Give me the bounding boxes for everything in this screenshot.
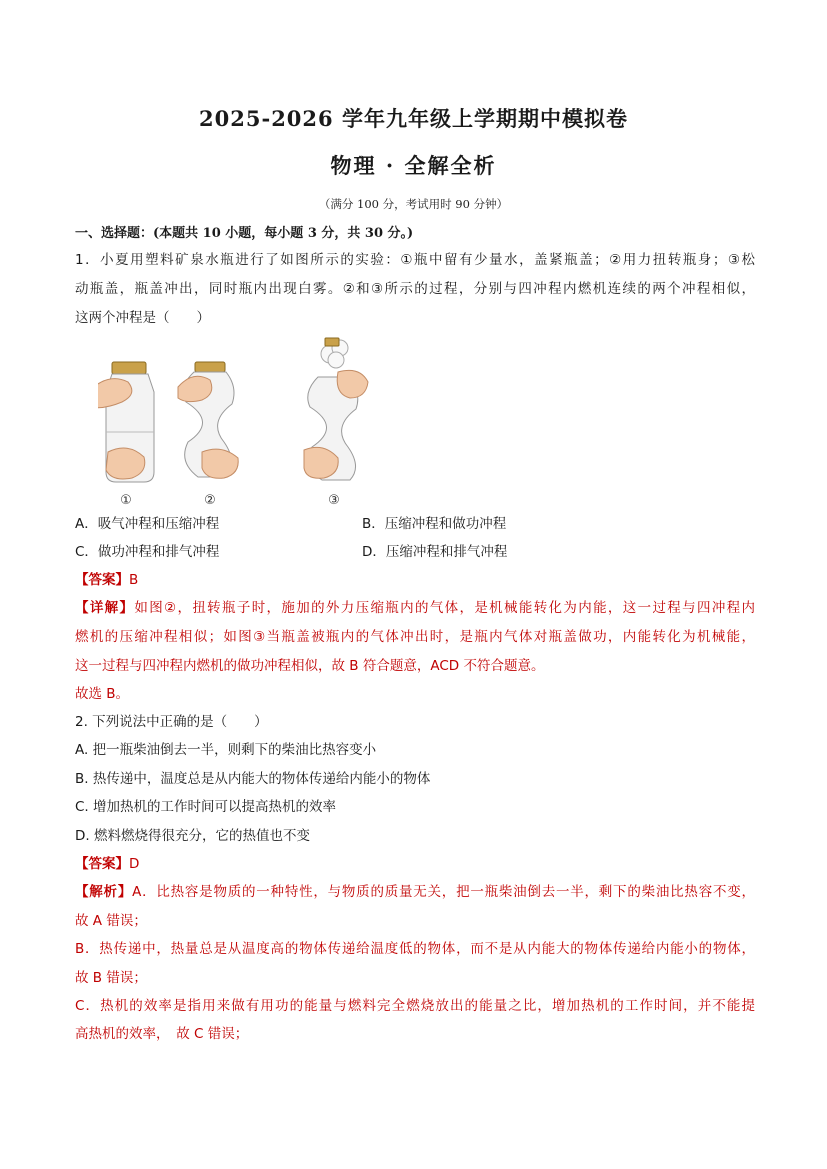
q1-answer: B xyxy=(129,572,139,588)
q2-analysis-text-1: A．比热容是物质的一种特性，与物质的质量无关，把一瓶柴油倒去一半，剩下的柴油比热容不变， xyxy=(132,884,756,900)
figure-label-2: ② xyxy=(204,493,216,508)
q1-conclusion: 故选 B。 xyxy=(75,686,130,702)
detail-tag: 【详解】 xyxy=(75,600,135,616)
answer-tag: 【答案】 xyxy=(75,572,129,588)
q2-option-a: A. 把一瓶柴油倒去一半，则剩下的柴油比热容变小 xyxy=(75,742,377,758)
q1-detail-line-2: 燃机的压缩冲程相似；如图③当瓶盖被瓶内的气体冲出时，是瓶内气体对瓶盖做功，内能转化为机械能， xyxy=(75,629,755,645)
analysis-tag: 【解析】 xyxy=(75,884,133,900)
q1-answer-line xyxy=(75,570,755,590)
figure-label-1: ① xyxy=(120,493,132,508)
q1-detail-text-1: 如图②，扭转瓶子时，施加的外力压缩瓶内的气体，是机械能转化为内能，这一过程与四冲程内 xyxy=(134,600,755,616)
q1-stem-line-1: 1．小夏用塑料矿泉水瓶进行了如图所示的实验：①瓶中留有少量水，盖紧瓶盖；②用力扭转瓶身；③松 xyxy=(75,252,755,268)
section-heading: 一、选择题：(本题共 10 小题，每小题 3 分，共 30 分。) xyxy=(75,226,414,241)
q2-stem: 2. 下列说法中正确的是（ ） xyxy=(75,714,268,730)
q2-analysis-line-1 xyxy=(75,882,755,902)
q1-detail-line-3: 这一过程与四冲程内燃机的做功冲程相似，故 B 符合题意，ACD 不符合题意。 xyxy=(75,658,545,674)
q1-detail-line-1 xyxy=(75,598,755,618)
q2-answer: D xyxy=(129,856,140,872)
answer-tag: 【答案】 xyxy=(75,856,129,872)
q2-analysis-line-4: 故 B 错误； xyxy=(75,970,147,986)
exam-note: （满分 100 分，考试用时 90 分钟） xyxy=(318,197,509,211)
q1-option-d: D．压缩冲程和排气冲程 xyxy=(362,544,508,560)
q1-option-c: C．做功冲程和排气冲程 xyxy=(75,544,220,560)
bottle-experiment-figure xyxy=(98,332,388,510)
q1-option-b: B．压缩冲程和做功冲程 xyxy=(362,516,507,532)
q2-option-b: B. 热传递中，温度总是从内能大的物体传递给内能小的物体 xyxy=(75,771,431,787)
q1-stem-line-3: 这两个冲程是（ ） xyxy=(75,310,210,326)
q2-answer-line xyxy=(75,854,755,874)
q1-option-a: A．吸气冲程和压缩冲程 xyxy=(75,516,220,532)
page-title: 2025-2026 学年九年级上学期期中模拟卷 xyxy=(199,106,628,131)
page-subtitle: 物理 · 全解全析 xyxy=(330,153,497,178)
q2-analysis-line-2: 故 A 错误； xyxy=(75,913,147,929)
bottle-1-illustration xyxy=(98,362,154,482)
q2-analysis-line-5: C．热机的效率是指用来做有用功的能量与燃料完全燃烧放出的能量之比，增加热机的工作时间，并不能提 xyxy=(75,998,755,1014)
figure-label-3: ③ xyxy=(328,493,340,508)
q2-analysis-line-6: 高热机的效率， 故 C 错误； xyxy=(75,1026,249,1042)
q1-stem-line-2: 动瓶盖，瓶盖冲出，同时瓶内出现白雾。②和③所示的过程，分别与四冲程内燃机连续的两个冲程相似， xyxy=(75,281,755,297)
bottle-3-illustration xyxy=(304,338,368,480)
bottle-2-illustration xyxy=(178,362,238,478)
q2-analysis-line-3: B．热传递中，热量总是从温度高的物体传递给温度低的物体，而不是从内能大的物体传递给内能小的物体， xyxy=(75,941,755,957)
q2-option-c: C. 增加热机的工作时间可以提高热机的效率 xyxy=(75,799,337,815)
q2-option-d: D. 燃料燃烧得很充分，它的热值也不变 xyxy=(75,828,310,844)
